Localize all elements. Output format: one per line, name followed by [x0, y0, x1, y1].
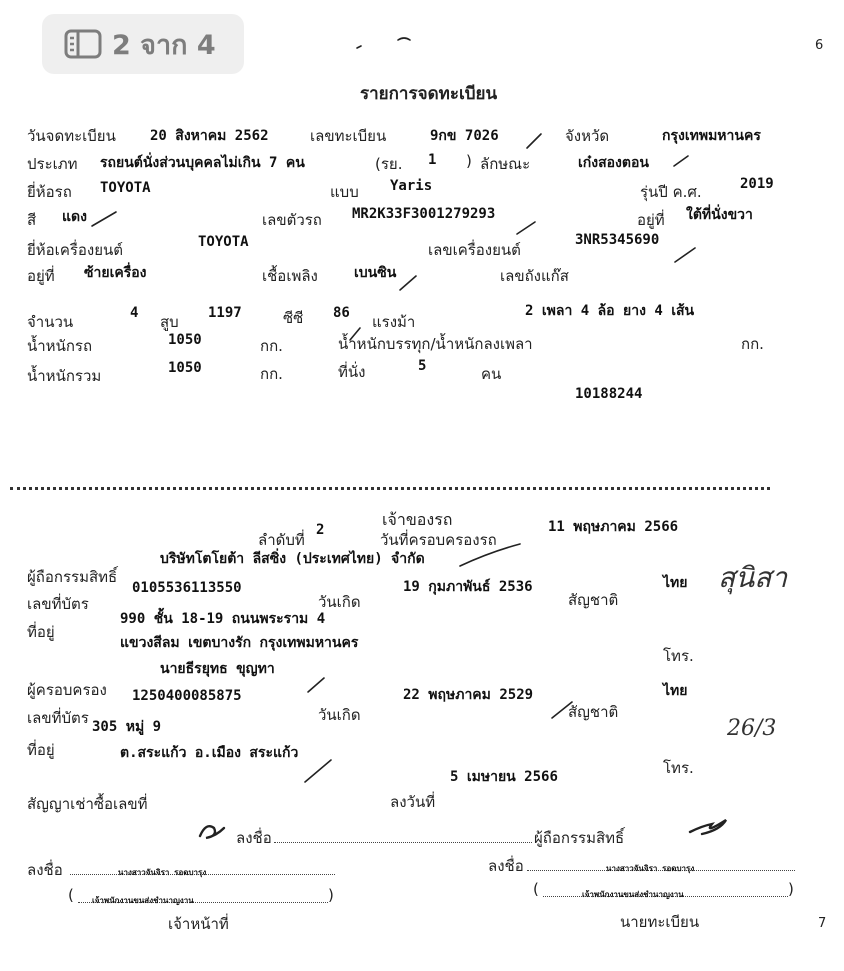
vehicle-code: 1	[428, 152, 437, 168]
load-label: น้ำหนักบรรทุก/น้ำหนักลงเพลา	[338, 335, 533, 353]
seats: 5	[418, 358, 427, 374]
officer-paren-close: )	[328, 886, 334, 904]
plate-number: 9กข 7026	[430, 128, 499, 144]
tank-label: เลขถังแก๊ส	[500, 267, 569, 285]
owner-signature-label: ผู้ถือกรรมสิทธิ์	[534, 829, 625, 847]
check-mark	[305, 760, 331, 782]
hp-label: แรงม้า	[372, 313, 416, 331]
document-title: รายการจดทะเบียน	[360, 84, 498, 104]
engine-number: 3NR5345690	[575, 232, 660, 248]
handwritten-date-note: 26/3	[727, 716, 777, 741]
check-mark	[400, 276, 416, 290]
gross-weight: 1050	[168, 360, 202, 376]
cc-label: ซีซี	[283, 309, 304, 327]
engine-no-label: เลขเครื่องยนต์	[428, 241, 521, 259]
check-mark	[674, 156, 688, 166]
owner-nationality: ไทย	[663, 575, 688, 591]
sequence-number: 2	[316, 522, 325, 538]
officer-paren-open: (	[68, 886, 74, 904]
owner-dob: 19 กุมภาพันธ์ 2536	[403, 579, 533, 595]
weight-label: น้ำหนักรถ	[27, 337, 93, 355]
owner-name: บริษัทโตโยต้า ลีสซิ่ง (ประเทศไทย) จำกัด	[160, 551, 425, 567]
code-close: )	[466, 152, 472, 170]
check-mark	[552, 702, 572, 718]
holder-id-label: เลขที่บัตร	[27, 709, 89, 727]
registrar-sign-label: ลงชื่อ	[488, 857, 524, 875]
owner-address-2: แขวงสีลม เขตบางรัก กรุงเทพมหานคร	[120, 635, 359, 651]
vin: MR2K33F3001279293	[352, 206, 496, 222]
weight-unit: กก.	[260, 337, 283, 355]
fuel: เบนซิน	[354, 265, 397, 281]
owner-id: 0105536113550	[132, 580, 242, 596]
code-open: (รย.	[375, 155, 403, 173]
handwritten-name: สุนิสา	[718, 561, 788, 594]
owner-section-header: เจ้าของรถ	[382, 510, 453, 529]
horsepower: 86	[333, 305, 350, 321]
seats-label: ที่นั่ง	[338, 363, 366, 381]
type-label: ประเภท	[27, 155, 78, 173]
holder-id: 1250400085875	[132, 688, 242, 704]
check-mark	[398, 38, 410, 40]
owner-tel-label: โทร.	[663, 647, 694, 665]
style-label: ลักษณะ	[480, 155, 531, 173]
holder-address-1: 305 หมู่ 9	[92, 719, 162, 735]
engine-loc-label: อยู่ที่	[27, 267, 55, 285]
officer-title: เจ้าหน้าที่	[168, 915, 229, 933]
sequence-label: ลำดับที่	[258, 531, 305, 549]
model-label: แบบ	[330, 183, 359, 201]
cylinder-label: สูบ	[160, 313, 179, 331]
axles-wheels: 2 เพลา 4 ล้อ ยาง 4 เส้น	[525, 303, 695, 319]
page-counter-label: 2 จาก 4	[112, 29, 216, 61]
owner-label: ผู้ถือกรรมสิทธิ์	[27, 568, 118, 586]
plate-label: เลขทะเบียน	[310, 127, 387, 145]
brand-label: ยี่ห้อรถ	[27, 183, 72, 201]
vin-label: เลขตัวรถ	[262, 211, 322, 229]
registrar-title: นายทะเบียน	[620, 913, 700, 931]
holder-address-2: ต.สระแก้ว อ.เมือง สระแก้ว	[120, 745, 299, 761]
engine-brand: TOYOTA	[198, 234, 249, 250]
holder-dob: 22 พฤษภาคม 2529	[403, 687, 534, 703]
check-mark	[675, 248, 695, 262]
owner-id-label: เลขที่บัตร	[27, 595, 89, 613]
engine-brand-label: ยี่ห้อเครื่องยนต์	[27, 241, 124, 259]
cc: 1197	[208, 305, 242, 321]
province: กรุงเทพมหานคร	[662, 128, 761, 144]
check-mark	[460, 544, 520, 566]
gross-unit: กก.	[260, 365, 283, 383]
contract-sign-date: 5 เมษายน 2566	[450, 769, 558, 785]
check-mark	[350, 328, 360, 340]
owner-nationality-label: สัญชาติ	[568, 591, 619, 609]
signature-scribble	[200, 826, 224, 838]
sign-date-label: ลงวันที่	[390, 793, 436, 811]
holder-nationality-label: สัญชาติ	[568, 703, 619, 721]
document-number: 10188244	[575, 386, 643, 402]
gross-label: น้ำหนักรวม	[27, 367, 102, 385]
registrar-name: นางสาวจันจิรา รอดบารุง	[606, 864, 695, 873]
body-style: เก๋งสองตอน	[578, 155, 649, 171]
color: แดง	[62, 209, 87, 225]
province-label: จังหวัด	[565, 127, 610, 145]
cylinders: 4	[130, 305, 139, 321]
registrar-role: เจ้าพนักงานขนส่งชำนาญงาน	[582, 890, 684, 899]
weight: 1050	[168, 332, 202, 348]
registrar-paren-open: (	[533, 880, 539, 898]
owner-address-label: ที่อยู่	[27, 623, 55, 641]
load-unit: กก.	[741, 335, 764, 353]
color-label: สี	[27, 211, 37, 229]
registrar-paren-close: )	[788, 880, 794, 898]
vehicle-type: รถยนต์นั่งส่วนบุคคลไม่เกิน 7 คน	[100, 155, 305, 171]
page-number-bottom: 7	[818, 916, 827, 931]
contract-label: สัญญาเช่าซื้อเลขที่	[27, 795, 148, 813]
officer-sign-label: ลงชื่อ	[27, 861, 63, 879]
reg-date-label: วันจดทะเบียน	[27, 127, 116, 145]
seats-unit: คน	[481, 365, 502, 383]
model-year: 2019	[740, 176, 774, 192]
holder-dob-label: วันเกิด	[318, 706, 361, 724]
year-label: รุ่นปี ค.ศ.	[640, 183, 702, 201]
possess-date-label: วันที่ครอบครองรถ	[380, 531, 497, 549]
holder-name: นายธีรยุทธ ขุญทา	[160, 661, 275, 677]
vin-location: ใต้ที่นั่งขวา	[686, 207, 753, 223]
brand: TOYOTA	[100, 180, 151, 196]
check-mark	[357, 46, 361, 48]
owner-sign-label: ลงชื่อ	[236, 829, 272, 847]
check-mark	[92, 212, 116, 226]
holder-nationality: ไทย	[663, 683, 688, 699]
check-mark	[527, 134, 541, 148]
owner-address-1: 990 ชั้น 18-19 ถนนพระราม 4	[120, 611, 326, 627]
model: Yaris	[390, 178, 433, 194]
holder-tel-label: โทร.	[663, 759, 694, 777]
check-mark	[517, 222, 535, 234]
owner-dob-label: วันเกิด	[318, 593, 361, 611]
reg-date: 20 สิงหาคม 2562	[150, 128, 269, 144]
possess-date: 11 พฤษภาคม 2566	[548, 519, 679, 535]
signature-scribble	[690, 820, 726, 834]
officer-name: นางสาวจันจิรา รอดบารุง	[118, 868, 207, 877]
page-number-top: 6	[815, 38, 824, 53]
engine-location: ซ้ายเครื่อง	[84, 265, 147, 281]
holder-label: ผู้ครอบครอง	[27, 681, 107, 699]
check-mark	[308, 678, 324, 692]
vin-location-label: อยู่ที่	[637, 211, 665, 229]
holder-address-label: ที่อยู่	[27, 741, 55, 759]
officer-role: เจ้าพนักงานขนส่งชำนาญงาน	[92, 896, 194, 905]
fuel-label: เชื้อเพลิง	[262, 267, 318, 285]
count-label: จำนวน	[27, 313, 74, 331]
